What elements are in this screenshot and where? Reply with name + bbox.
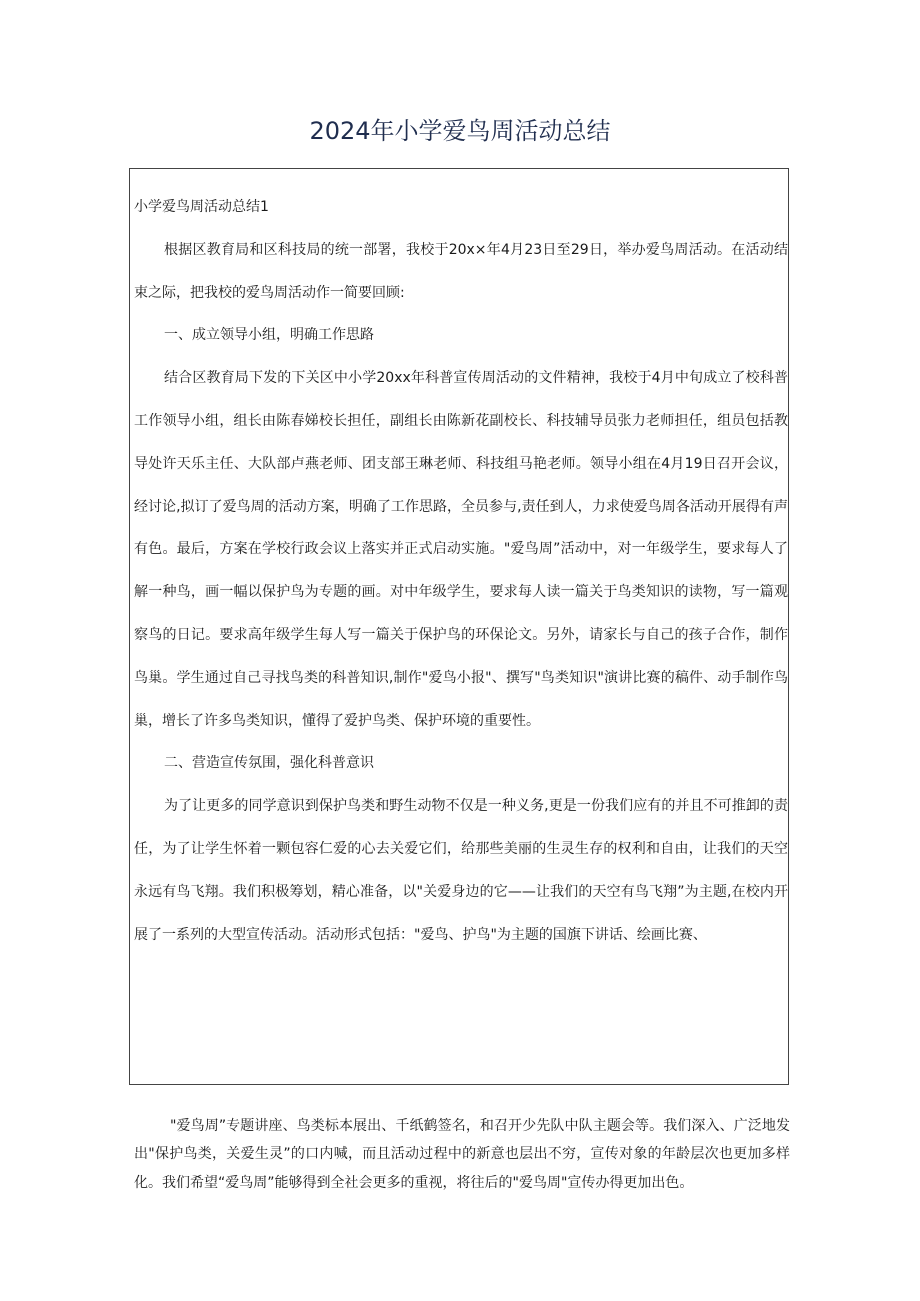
summary-box bbox=[129, 168, 789, 1085]
continuation-text bbox=[134, 1112, 790, 1197]
section-1-paragraph: 结合区教育局下发的下关区中小学20xx年科普宣传周活动的文件精神，我校于4月中旬成立了校科普工作领导小组，组长由陈春娣校长担任，副组长由陈新花副校长、科技辅导员张力老师担任，组员包括教导处许天乐主任、大队部卢燕老师、团支部王琳老师、科技组马艳老师。领导小组在4月19日召开会议，经讨论,拟订了爱鸟周的活动方案，明确了工作思路，全员参与,责任到人，力求使爱鸟周各活动开展得有声有色。最后，方案在学校行政会议上落实并正式启动实施。"爱鸟周”活动中，对一年级学生，要求每人了解一种鸟，画一幅以保护鸟为专题的画。对中年级学生，要求每人读一篇关于鸟类知识的读物，写一篇观察鸟的日记。要求高年级学生每人写一篇关于保护鸟的环保论文。另外，请家长与自己的孩子合作，制作鸟巢。学生通过自己寻找鸟类的科普知识,制作"爱鸟小报"、撰写"鸟类知识"演讲比赛的稿件、动手制作鸟巢，增长了许多鸟类知识，懂得了爱护鸟类、保护环境的重要性。 bbox=[134, 370, 788, 729]
document-title: 2024年小学爱鸟周活动总结 bbox=[309, 117, 611, 145]
summary-heading: 小学爱鸟周活动总结1 bbox=[134, 199, 269, 215]
continuation-paragraph: "爱鸟周”专题讲座、鸟类标本展出、千纸鹤签名，和召开少先队中队主题会等。我们深入、广泛地发出"保护鸟类，关爱生灵”的口内喊，而且活动过程中的新意也层出不穷，宣传对象的年龄层次也更加多样化。我们希望“爱鸟周”能够得到全社会更多的重视，将往后的"爱鸟周"宣传办得更加出色。 bbox=[134, 1118, 790, 1191]
section-2-paragraph: 为了让更多的同学意识到保护鸟类和野生动物不仅是一种义务,更是一份我们应有的并且不可推卸的责任，为了让学生怀着一颗包容仁爱的心去关爱它们，给那些美丽的生灵生存的权利和自由，让我们的天空永远有鸟飞翔。我们积极筹划，精心准备，以"关爱身边的它——让我们的天空有鸟飞翔”为主题,在校内开展了一系列的大型宣传活动。活动形式包括："爱鸟、护鸟"为主题的国旗下讲话、绘画比赛、 bbox=[134, 798, 788, 943]
section-2-title: 二、营造宣传氛围，强化科普意识 bbox=[164, 755, 374, 772]
intro-paragraph: 根据区教育局和区科技局的统一部署，我校于20x×年4月23日至29日，举办爱鸟周活动。在活动结束之际，把我校的爱鸟周活动作一简要回顾: bbox=[134, 241, 788, 301]
section-1-title: 一、成立领导小组，明确工作思路 bbox=[164, 327, 374, 344]
